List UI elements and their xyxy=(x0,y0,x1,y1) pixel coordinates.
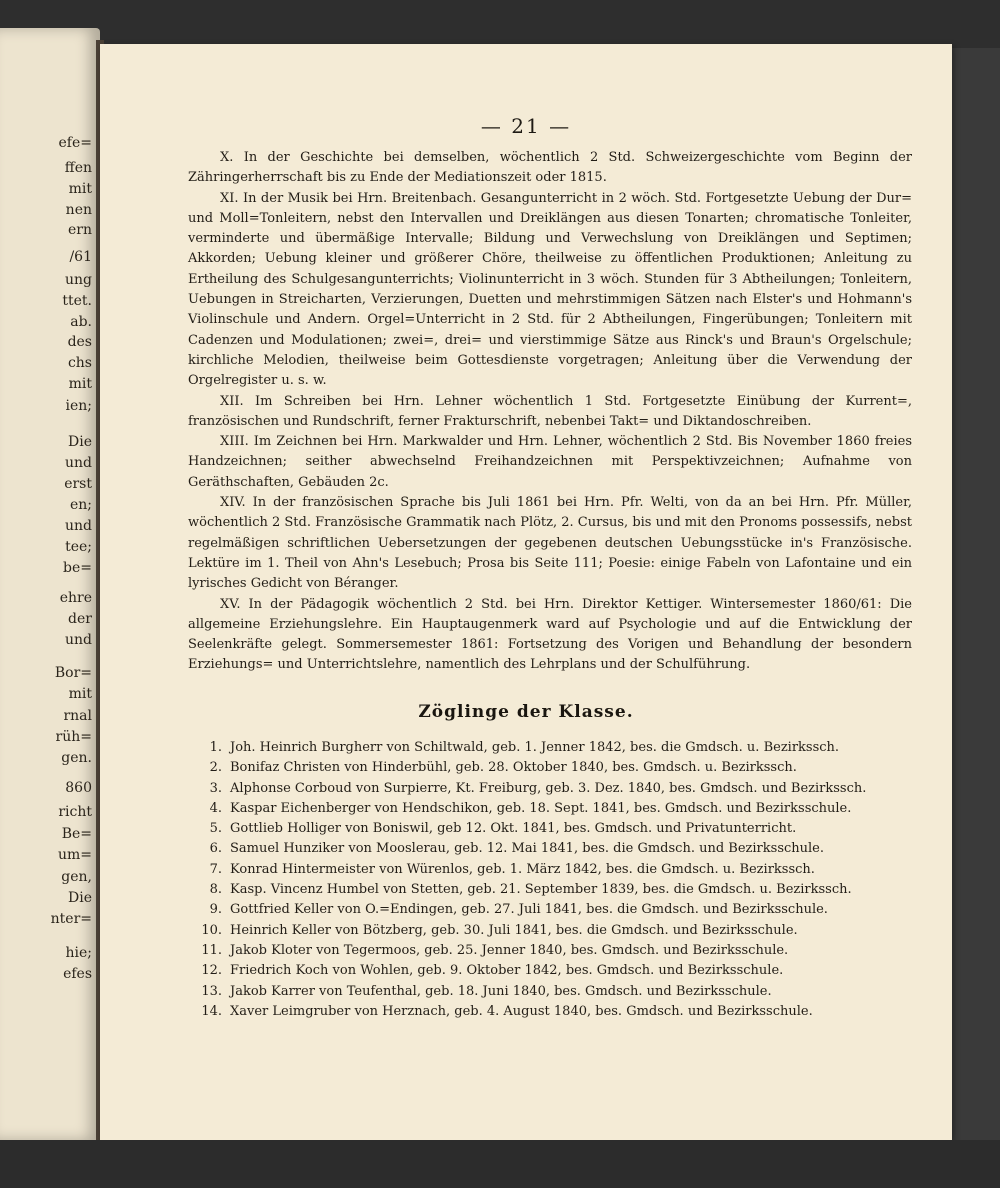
student-row xyxy=(192,738,916,758)
student-row xyxy=(192,839,916,859)
left-page-fragment: Die xyxy=(68,434,92,450)
student-row xyxy=(192,758,916,778)
left-page-fragment: ffen xyxy=(64,160,92,176)
left-page-fragment: be= xyxy=(63,560,92,576)
student-row xyxy=(192,921,916,941)
left-page-fragment: und xyxy=(65,632,92,648)
left-page-fragment: Bor= xyxy=(54,665,92,681)
student-entry: Jakob Kloter von Tegermoos, geb. 25. Jenner 1840, bes. Gmdsch. und Bezirksschule. xyxy=(230,942,789,958)
left-page-fragment: des xyxy=(67,334,92,350)
left-page-fragment: mit xyxy=(68,686,92,702)
student-entry: Samuel Hunziker von Mooslerau, geb. 12. Mai 1841, bes. die Gmdsch. und Bezirksschule. xyxy=(230,841,824,857)
left-page-fragment: gen. xyxy=(61,750,92,766)
list-heading: Zöglinge der Klasse. xyxy=(418,702,634,722)
student-number: 12. xyxy=(201,963,222,979)
left-page-fragment: erst xyxy=(64,476,92,492)
left-page-fragment: mit xyxy=(68,181,92,197)
student-entry: Joh. Heinrich Burgherr von Schiltwald, geb. 1. Jenner 1842, bes. die Gmdsch. u. Bezirkssch. xyxy=(230,740,840,755)
student-row xyxy=(192,941,916,961)
student-list xyxy=(192,738,916,1022)
left-page-fragment: /61 xyxy=(69,249,92,265)
student-entry: Alphonse Corboud von Surpierre, Kt. Freiburg, geb. 3. Dez. 1840, bes. Gmdsch. und Bezirkssch. xyxy=(230,780,867,796)
student-entry: Kasp. Vincenz Humbel von Stetten, geb. 21. September 1839, bes. die Gmdsch. u. Bezirkssch. xyxy=(230,882,852,898)
student-row xyxy=(192,1002,916,1022)
left-page-fragment: gen, xyxy=(61,869,92,885)
left-page-edge xyxy=(0,28,100,1140)
student-number: 4. xyxy=(209,800,222,816)
student-row xyxy=(192,779,916,799)
left-page-fragment: richt xyxy=(58,804,92,820)
left-page-fragment: rnal xyxy=(63,708,92,724)
left-page-fragment: ehre xyxy=(59,590,92,606)
left-page-fragment: Die xyxy=(68,890,92,906)
left-page-fragment: der xyxy=(68,611,92,627)
student-row xyxy=(192,900,916,920)
paragraph-writing: XII. Im Schreiben bei Hrn. Lehner wöchentlich 1 Std. Fortgesetzte Einübung der Kurrent=, französischen und Rundschrift, ferner Frakturschrift, nebenbei Takt= und Diktandoschreiben. xyxy=(188,393,912,429)
paragraph-pedagogy: XV. In der Pädagogik wöchentlich 2 Std. bei Hrn. Direktor Kettiger. Wintersemester 1860/61: Die allgemeine Erziehungslehre. Ein Hauptaugenmerk ward auf Psychologie und auf die Entwicklung der Seelenkräfte gelegt. Sommersemester 1861: Fortsetzung des Vorigen und Behandlung der besondern Erziehungs= und Unterrichtslehre, namentlich des Lehrplans und der Schulführung. xyxy=(188,596,912,673)
student-entry: Gottfried Keller von O.=Endingen, geb. 27. Juli 1841, bes. die Gmdsch. und Bezirksschule. xyxy=(230,902,828,918)
student-number: 1. xyxy=(209,740,222,755)
left-page-fragment: ern xyxy=(68,222,92,238)
paragraph-drawing: XIII. Im Zeichnen bei Hrn. Markwalder und Hrn. Lehner, wöchentlich 2 Std. Bis November 1860 freies Handzeichnen; seither abwechselnd Freihandzeichnen mit Perspektivzeichnen; Aufnahme von Geräthschaften, Gebäuden 2c. xyxy=(188,434,912,490)
student-row xyxy=(192,880,916,900)
left-page-fragment: efe= xyxy=(58,135,92,151)
student-number: 13. xyxy=(201,983,222,999)
left-page-fragment: nter= xyxy=(50,911,92,927)
left-page-fragment: und xyxy=(65,518,92,534)
student-number: 14. xyxy=(201,1003,222,1019)
student-row xyxy=(192,799,916,819)
student-entry: Friedrich Koch von Wohlen, geb. 9. Oktober 1842, bes. Gmdsch. und Bezirksschule. xyxy=(230,963,784,979)
left-page-fragment: um= xyxy=(57,847,92,863)
left-page-fragment: nen xyxy=(65,202,92,218)
student-row xyxy=(192,982,916,1002)
background-top xyxy=(0,0,1000,48)
left-page-fragment: tee; xyxy=(65,539,92,555)
left-page-fragment: ung xyxy=(65,272,92,288)
student-number: 11. xyxy=(201,942,222,958)
student-number: 6. xyxy=(209,841,222,857)
student-row xyxy=(192,819,916,839)
student-number: 10. xyxy=(201,922,222,938)
body-text xyxy=(188,148,912,676)
student-number: 5. xyxy=(209,821,222,837)
left-page-fragment: chs xyxy=(67,355,92,371)
student-entry: Heinrich Keller von Bötzberg, geb. 30. Juli 1841, bes. die Gmdsch. und Bezirksschule. xyxy=(230,922,798,938)
student-number: 3. xyxy=(209,780,222,796)
student-entry: Gottlieb Holliger von Boniswil, geb 12. Okt. 1841, bes. Gmdsch. und Privatunterricht. xyxy=(230,821,797,837)
student-number: 2. xyxy=(209,760,222,776)
left-page-fragment: Be= xyxy=(61,826,92,842)
student-number: 8. xyxy=(209,882,222,898)
left-page-fragment: ien; xyxy=(65,398,92,414)
left-page-fragment: mit xyxy=(68,376,92,392)
left-page-fragment: ab. xyxy=(70,314,92,330)
left-page-fragment: efes xyxy=(63,966,92,982)
left-page-fragment: hie; xyxy=(65,945,92,961)
student-number: 9. xyxy=(209,902,222,918)
student-row xyxy=(192,860,916,880)
page-number: — 21 — xyxy=(480,114,572,138)
left-page-fragment: en; xyxy=(69,497,92,513)
student-entry: Kaspar Eichenberger von Hendschikon, geb. 18. Sept. 1841, bes. Gmdsch. und Bezirksschule. xyxy=(230,800,852,816)
left-page-fragment: ttet. xyxy=(62,293,92,309)
student-row xyxy=(192,961,916,981)
paragraph-music: XI. In der Musik bei Hrn. Breitenbach. Gesangunterricht in 2 wöch. Std. Fortgesetzte Uebung der Dur= und Moll=Tonleitern, nebst den Intervallen und Dreiklängen aus diesen Tonarten; chromatische Tonleiter, verminderte und übermäßige Intervalle; Bildung und Verwechslung von Dreiklängen und Septimen; Akkorden; Uebung kleiner und größerer Chöre, theilweise zu öffentlichen Produktionen; Anleitung zu Ertheilung des Schulgesangunterrichts; Violinunterricht in 3 wöch. Stunden für 3 Abtheilungen; Tonleitern, Uebungen in Streicharten, Verzierungen, Duetten und mehrstimmigen Sätzen nach Elster's und Hohmann's Violinschule und Andern. Orgel=Unterricht in 2 Std. für 2 Abtheilungen, Fingerübungen; Tonleitern mit Cadenzen und Modulationen; zwei=, drei= und vierstimmige Sätze aus Rinck's und Braun's Orgelschule; kirchliche Melodien, theilweise beim Gottesdienste vorgetragen; Anleitung über die Verwendung der Orgelregister u. s. w. xyxy=(188,190,912,389)
student-number: 7. xyxy=(209,861,222,877)
student-entry: Konrad Hintermeister von Würenlos, geb. 1. März 1842, bes. die Gmdsch. u. Bezirkssch. xyxy=(230,861,815,877)
left-page-fragment: und xyxy=(65,455,92,471)
left-page-fragment: 860 xyxy=(65,780,92,796)
student-entry: Jakob Karrer von Teufenthal, geb. 18. Juni 1840, bes. Gmdsch. und Bezirksschule. xyxy=(230,983,772,999)
left-page-fragment: rüh= xyxy=(55,729,92,745)
document-page xyxy=(100,44,952,1140)
background-bottom xyxy=(0,1140,1000,1188)
student-entry: Xaver Leimgruber von Herznach, geb. 4. August 1840, bes. Gmdsch. und Bezirksschule. xyxy=(230,1003,813,1019)
paragraph-french: XIV. In der französischen Sprache bis Juli 1861 bei Hrn. Pfr. Welti, von da an bei Hrn. Pfr. Müller, wöchentlich 2 Std. Französische Grammatik nach Plötz, 2. Cursus, bis und mit den Pronoms possessifs, nebst regelmäßigen schriftlichen Uebersetzungen der gegebenen deutschen Uebungsstücke in's Französische. Lektüre im 1. Theil von Ahn's Lesebuch; Prosa bis Seite 111; Poesie: einige Fabeln von Lafontaine und ein lyrisches Gedicht von Béranger. xyxy=(188,495,912,592)
paragraph-history: X. In der Geschichte bei demselben, wöchentlich 2 Std. Schweizergeschichte vom Beginn der Zähringerherrschaft bis zu Ende der Mediationszeit oder 1815. xyxy=(188,150,912,186)
student-entry: Bonifaz Christen von Hinderbühl, geb. 28. Oktober 1840, bes. Gmdsch. u. Bezirkssch. xyxy=(230,760,797,776)
